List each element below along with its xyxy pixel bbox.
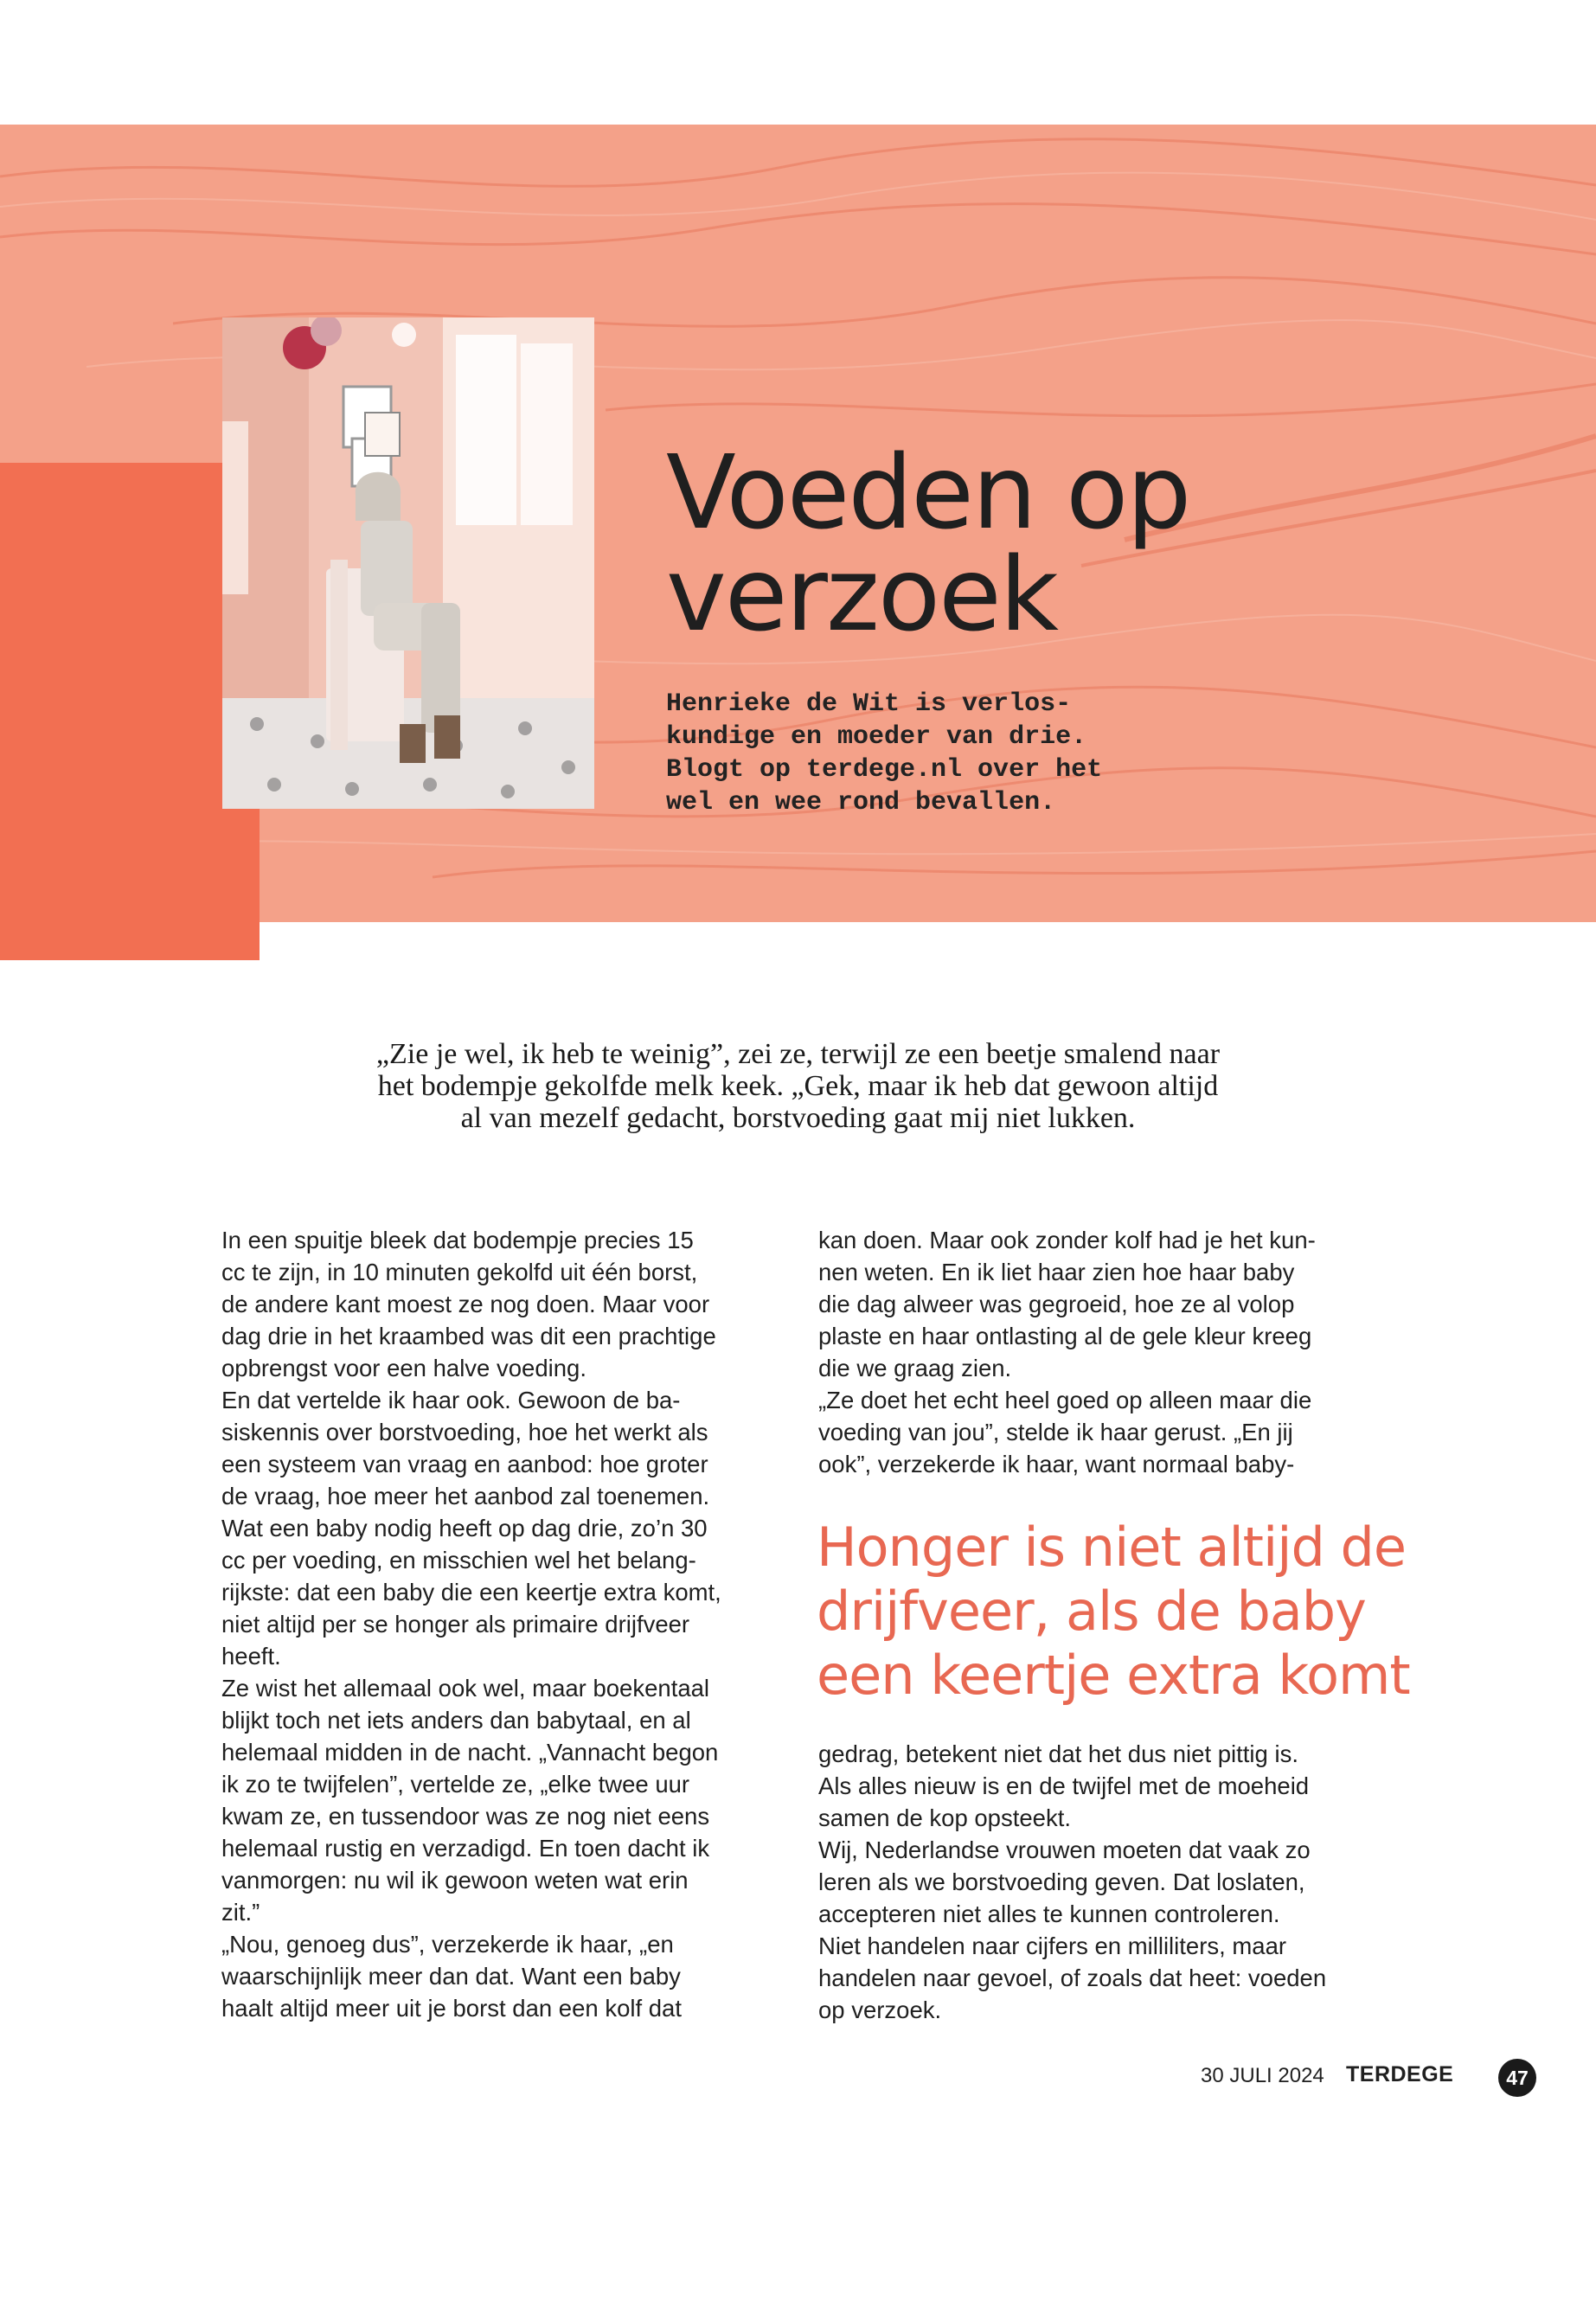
lead-line: „Zie je wel, ik heb te weinig”, zei ze, terwijl ze een beetje smalend naar	[375, 1038, 1221, 1070]
body-line: Niet handelen naar cijfers en milliliters, maar	[818, 1932, 1287, 1959]
body-line: die we graag zien.	[818, 1355, 1012, 1381]
body-line: een systeem van vraag en aanbod: hoe groter	[221, 1451, 708, 1477]
body-line: heeft.	[221, 1643, 281, 1670]
body-line: voeding van jou”, stelde ik haar gerust. „En jij	[818, 1419, 1293, 1445]
lead-line: al van mezelf gedacht, borstvoeding gaat mij niet lukken.	[460, 1102, 1136, 1134]
body-column-right-top	[818, 1224, 1389, 1480]
body-line: kwam ze, en tussendoor was ze nog niet eens	[221, 1803, 710, 1830]
body-line: op verzoek.	[818, 1997, 942, 2023]
author-intro: Henrieke de Wit is verlos- kundige en moeder van drie. Blogt op terdege.nl over het wel en wee rond bevallen.	[666, 689, 1103, 817]
body-line: cc te zijn, in 10 minuten gekolfd uit één borst,	[221, 1259, 698, 1285]
pull-quote-line: drijfveer, als de baby	[817, 1580, 1366, 1643]
body-line: nen weten. En ik liet haar zien hoe haar baby	[818, 1259, 1295, 1285]
body-line: handelen naar gevoel, of zoals dat heet: voeden	[818, 1965, 1327, 1991]
pull-quote	[817, 1516, 1410, 1708]
body-line: waarschijnlijk meer dan dat. Want een baby	[221, 1963, 681, 1990]
body-line: niet altijd per se honger als primaire drijfveer	[221, 1611, 690, 1638]
body-line: Als alles nieuw is en de twijfel met de moeheid	[818, 1772, 1310, 1799]
body-line: Wat een baby nodig heeft op dag drie, zo’n 30	[221, 1515, 708, 1541]
body-line: vanmorgen: nu wil ik gewoon weten wat erin	[221, 1867, 689, 1894]
body-line: In een spuitje bleek dat bodempje precies 15	[221, 1227, 694, 1253]
body-line: de andere kant moest ze nog doen. Maar voor	[221, 1291, 710, 1317]
body-line: „Nou, genoeg dus”, verzekerde ik haar, „en	[221, 1931, 674, 1958]
article-title: Voeden op verzoek	[666, 433, 1190, 654]
lead-line: het bodempje gekolfde melk keek. „Gek, maar ik heb dat gewoon altijd	[377, 1070, 1219, 1102]
body-line: helemaal rustig en verzadigd. En toen dacht ik	[221, 1835, 710, 1862]
body-column-left	[221, 1224, 792, 2024]
body-line: dag drie in het kraambed was dit een prachtige	[221, 1323, 716, 1349]
body-line: „Ze doet het echt heel goed op alleen maar die	[818, 1387, 1312, 1413]
body-line: En dat vertelde ik haar ook. Gewoon de ba-	[221, 1387, 681, 1413]
author-photo	[222, 317, 594, 809]
body-line: accepteren niet alles te kunnen controleren.	[818, 1900, 1280, 1927]
body-line: gedrag, betekent niet dat het dus niet pittig is.	[818, 1740, 1298, 1767]
body-line: siskennis over borstvoeding, hoe het werkt als	[221, 1419, 708, 1445]
body-line: leren als we borstvoeding geven. Dat loslaten,	[818, 1868, 1305, 1895]
body-line: rijkste: dat een baby die een keertje extra komt,	[221, 1579, 721, 1606]
body-line: ook”, verzekerde ik haar, want normaal baby-	[818, 1451, 1295, 1477]
body-line: ik zo te twijfelen”, vertelde ze, „elke twee uur	[221, 1771, 690, 1798]
magazine-name: TERDEGE	[1346, 2062, 1454, 2086]
accent-block	[0, 463, 260, 960]
body-line: plaste en haar ontlasting al de gele kleur kreeg	[818, 1323, 1312, 1349]
lead-paragraph	[260, 1038, 1336, 1134]
body-line: blijkt toch net iets anders dan babytaal, en al	[221, 1707, 691, 1734]
body-line: opbrengst voor een halve voeding.	[221, 1355, 586, 1381]
body-line: zit.”	[221, 1899, 260, 1926]
body-line: die dag alweer was gegroeid, hoe ze al volop	[818, 1291, 1295, 1317]
body-line: Wij, Nederlandse vrouwen moeten dat vaak zo	[818, 1836, 1311, 1863]
body-line: kan doen. Maar ook zonder kolf had je het kun-	[818, 1227, 1316, 1253]
body-line: samen de kop opsteekt.	[818, 1804, 1071, 1831]
pull-quote-line: Honger is niet altijd de	[817, 1516, 1407, 1579]
body-column-right-bottom	[818, 1738, 1389, 2026]
body-line: haalt altijd meer uit je borst dan een kolf dat	[221, 1995, 682, 2022]
page-number-badge: 47	[1498, 2059, 1536, 2097]
body-line: cc per voeding, en misschien wel het belang-	[221, 1547, 696, 1574]
body-line: Ze wist het allemaal ook wel, maar boekentaal	[221, 1675, 710, 1702]
body-line: helemaal midden in de nacht. „Vannacht begon	[221, 1739, 719, 1766]
body-line: de vraag, hoe meer het aanbod zal toenemen.	[221, 1483, 710, 1509]
issue-date: 30 JULI 2024	[1201, 2064, 1324, 2087]
pull-quote-line: een keertje extra komt	[817, 1644, 1410, 1707]
